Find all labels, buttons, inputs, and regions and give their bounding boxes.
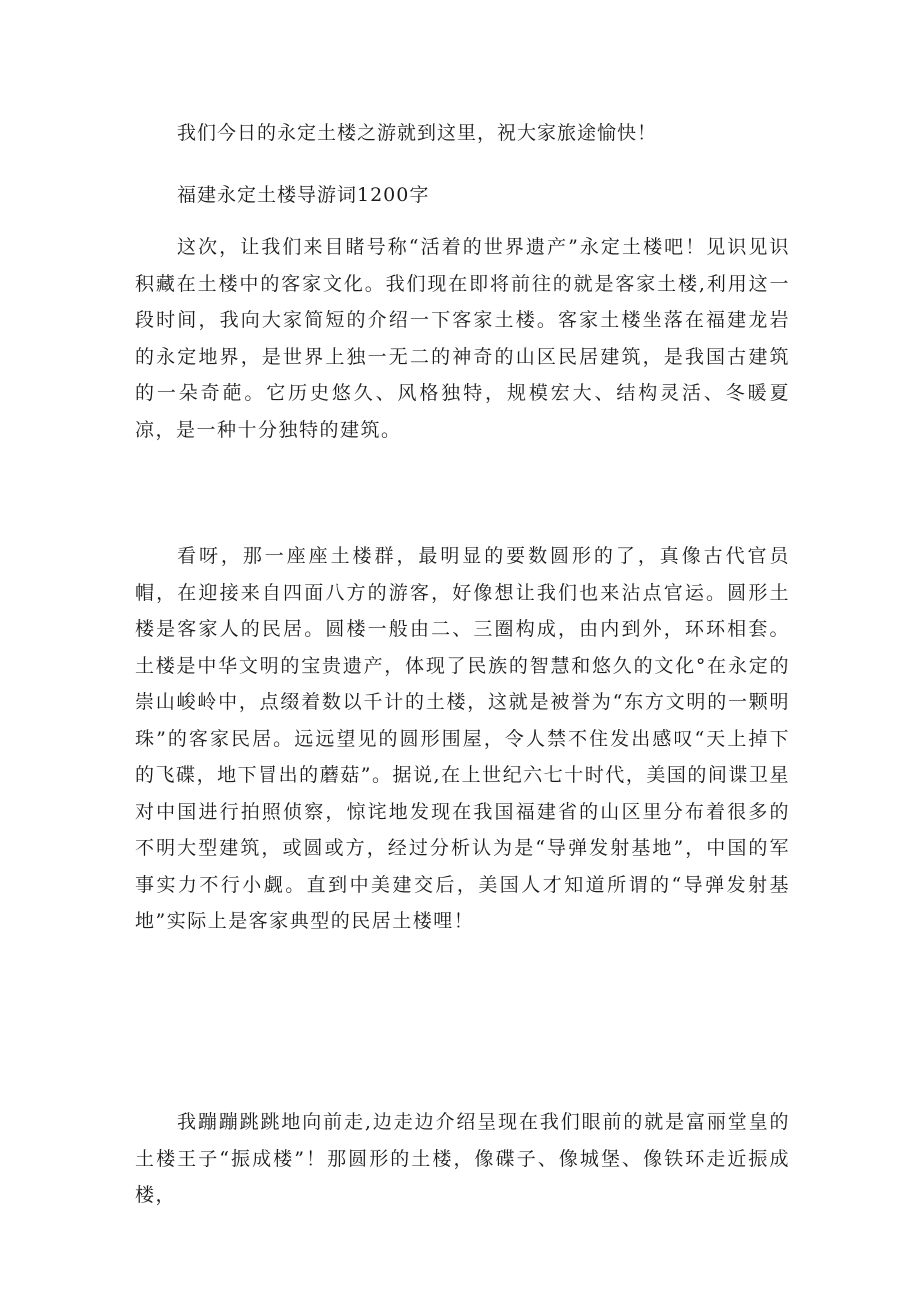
document-title: 福建永定土楼导游词1200字: [177, 184, 430, 206]
paragraph-zhencheng: 我蹦蹦跳跳地向前走,边走边介绍呈现在我们眼前的就是富丽堂皇的土楼王子“振成楼”！那圆形的土楼，像碟子、像城堡、像铁环走近振成楼，: [135, 1111, 790, 1206]
closing-line: 我们今日的永定土楼之游就到这里，祝大家旅途愉快！: [177, 122, 658, 144]
paragraph-round-tulou: 看呀，那一座座土楼群，最明显的要数圆形的了，真像古代官员帽，在迎接来自四面八方的游客，好像想让我们也来沾点官运。圆形土楼是客家人的民居。圆楼一般由二、三圈构成，由内到外，环环相套。土楼是中华文明的宝贵遗产，体现了民族的智慧和悠久的文化°在永定的崇山峻岭中，点缀着数以千计的土楼，这就是被誉为“东方文明的一颗明珠”的客家民居。远远望见的圆形围屋，令人禁不住发出感叹“天上掉下的飞碟，地下冒出的蘑菇”。据说,在上世纪六七十时代，美国的间谍卫星对中国进行拍照侦察，惊诧地发现在我国福建省的山区里分布着很多的不明大型建筑，或圆或方，经过分析认为是“导弹发射基地”，中国的军事实力不行小觑。直到中美建交后，美国人才知道所谓的“导弹发射基地”实际上是客家典型的民居土楼哩！: [135, 545, 790, 932]
paragraph-intro: 这次，让我们来目睹号称“活着的世界遗产”永定土楼吧！见识见识积藏在土楼中的客家文化。我们现在即将前往的就是客家土楼,利用这一段时间，我向大家简短的介绍一下客家土楼。客家土楼坐落在福建龙岩的永定地界，是世界上独一无二的神奇的山区民居建筑，是我国古建筑的一朵奇葩。它历史悠久、风格独特，规模宏大、结构灵活、冬暖夏凉，是一种十分独特的建筑。: [135, 236, 790, 441]
